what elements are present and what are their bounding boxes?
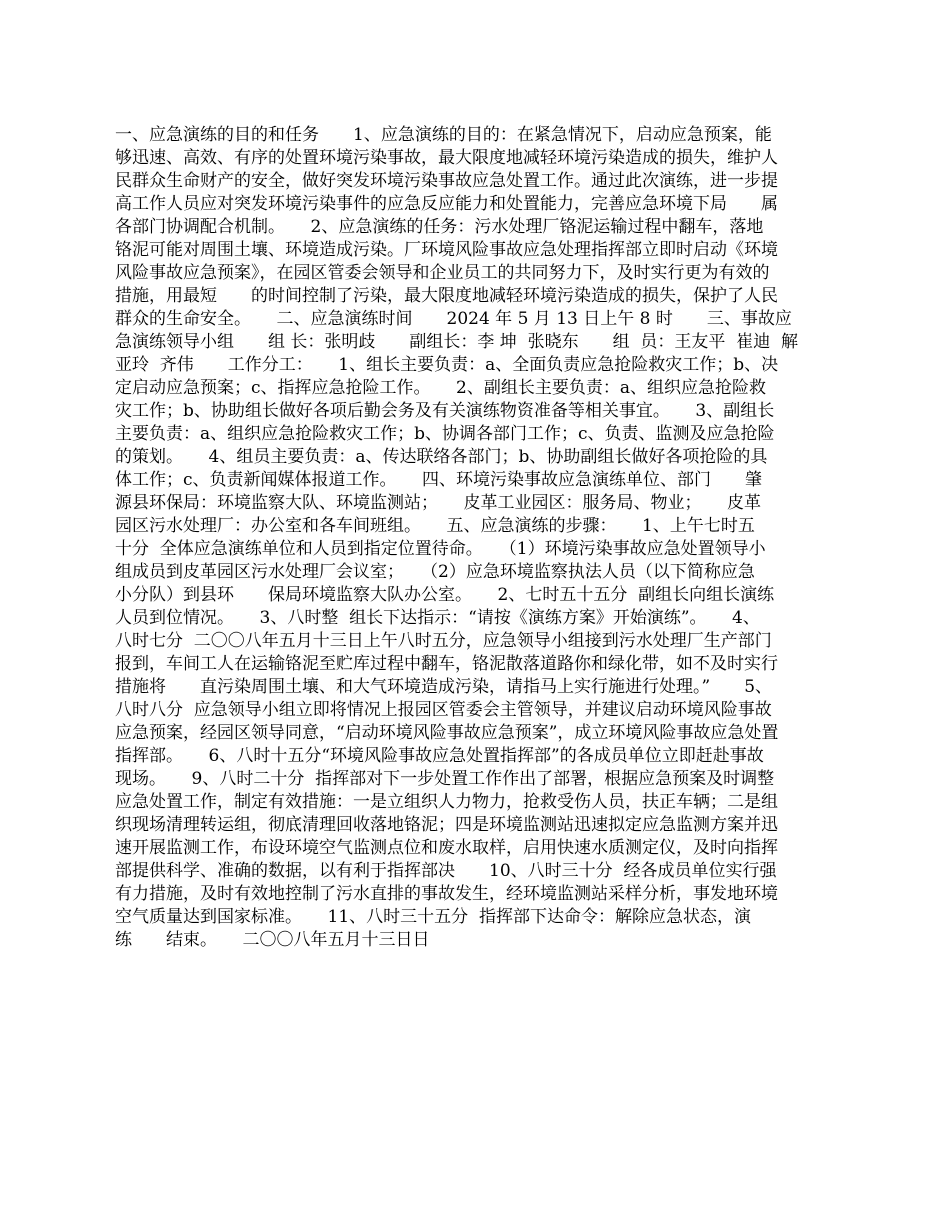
text-line: 应急预案，经园区领导同意，“启动环境风险事故应急预案”，成立环境风险事故应急处置 bbox=[115, 723, 779, 743]
text-line: 铬泥可能对周围土壤、环境造成污染。厂环境风险事故应急处理指挥部立即时启动《环境 bbox=[115, 240, 778, 260]
text-line: 练 结束。 二〇〇八年五月十三日日 bbox=[115, 930, 430, 950]
text-line: 民群众生命财产的安全，做好突发环境污染事故应急处置工作。通过此次演练，进一步提 bbox=[115, 171, 778, 191]
text-line: 群众的生命安全。 二、应急演练时间 2024 年 5 月 13 日上午 8 时 三、事故应 bbox=[115, 309, 792, 329]
document-body bbox=[115, 124, 837, 952]
text-line: 灾工作；b、协助组长做好各项后勤会务及有关演练物资准备等相关事宜。 3、副组长 bbox=[115, 401, 775, 421]
text-line: 部提供科学、准确的数据，以有利于指挥部决 10、八时三十分 经各成员单位实行强 bbox=[115, 861, 777, 881]
text-line: 一、应急演练的目的和任务 1、应急演练的目的：在紧急情况下，启动应急预案，能 bbox=[115, 125, 772, 145]
text-line: 亚玲 齐伟 工作分工： 1、组长主要负责：a、全面负责应急抢险救灾工作；b、决 bbox=[115, 355, 779, 375]
text-line: 园区污水处理厂：办公室和各车间班组。 五、应急演练的步骤： 1、上午七时五 bbox=[115, 516, 755, 536]
text-line: 现场。 9、八时二十分 指挥部对下一步处置工作作出了部署，根据应急预案及时调整 bbox=[115, 769, 775, 789]
text-line: 风险事故应急预案》，在园区管委会领导和企业员工的共同努力下，及时实行更为有效的 bbox=[115, 263, 770, 283]
text-line: 措施将 直污染周围土壤、和大气环境造成污染，请指马上实行施进行处理。” 5、 bbox=[115, 677, 773, 697]
text-line: 有力措施，及时有效地控制了污水直排的事故发生，经环境监测站采样分析，事发地环境 bbox=[115, 884, 778, 904]
text-line: 八时八分 应急领导小组立即将情况上报园区管委会主管领导，并建议启动环境风险事故 bbox=[115, 700, 772, 720]
text-line: 织现场清理转运组，彻底清理回收落地铬泥；四是环境监测站迅速拟定应急监测方案并迅 bbox=[115, 815, 778, 835]
text-line: 高工作人员应对突发环境污染事件的应急反应能力和处置能力，完善应急环境下局 属 bbox=[115, 194, 778, 214]
text-line: 人员到位情况。 3、八时整 组长下达指示：“请按《演练方案》开始演练”。 4、 bbox=[115, 608, 760, 628]
text-line: 组成员到皮革园区污水处理厂会议室； （2）应急环境监察执法人员（以下简称应急 bbox=[115, 562, 755, 582]
text-line: 小分队）到县环 保局环境监察大队办公室。 2、七时五十五分 副组长向组长演练 bbox=[115, 585, 775, 605]
text-line: 各部门协调配合机制。 2、应急演练的任务：污水处理厂铬泥运输过程中翻车，落地 bbox=[115, 217, 764, 237]
text-line: 源县环保局：环境监察大队、环境监测站； 皮革工业园区：服务局、物业； 皮革 bbox=[115, 493, 761, 513]
text-line: 应急处置工作，制定有效措施：一是立组织人力物力，抢救受伤人员，扶正车辆；二是组 bbox=[115, 792, 778, 812]
text-line: 的策划。 4、组员主要负责：a、传达联络各部门；b、协助副组长做好各项抢险的具 bbox=[115, 447, 768, 467]
text-line: 急演练领导小组 组 长：张明歧 副组长：李 坤 张晓东 组 员：王友平 崔迪 解 bbox=[115, 332, 799, 352]
text-line: 措施，用最短 的时间控制了污染，最大限度地减轻环境污染造成的损失，保护了人民 bbox=[115, 286, 778, 306]
text-line: 够迅速、高效、有序的处置环境污染事故，最大限度地减轻环境污染造成的损失，维护人 bbox=[115, 148, 778, 168]
text-line: 速开展监测工作，布设环境空气监测点位和废水取样，启用快速水质测定仪，及时向指挥 bbox=[115, 838, 778, 858]
text-line: 空气质量达到国家标准。 11、八时三十五分 指挥部下达命令：解除应急状态，演 bbox=[115, 907, 751, 927]
text-line: 八时七分 二〇〇八年五月十三日上午八时五分，应急领导小组接到污水处理厂生产部门 bbox=[115, 631, 772, 651]
text-line: 指挥部。 6、八时十五分“环境风险事故应急处置指挥部”的各成员单位立即赶赴事故 bbox=[115, 746, 764, 766]
text-line: 体工作；c、负责新闻媒体报道工作。 四、环境污染事故应急演练单位、部门 肇 bbox=[115, 470, 763, 490]
text-line: 定启动应急预案；c、指挥应急抢险工作。 2、副组长主要负责：a、组织应急抢险救 bbox=[115, 378, 766, 398]
text-line: 报到，车间工人在运输铬泥至贮库过程中翻车，铬泥散落道路你和绿化带，如不及时实行 bbox=[115, 654, 778, 674]
text-line: 十分 全体应急演练单位和人员到指定位置待命。 （1）环境污染事故应急处置领导小 bbox=[115, 539, 766, 559]
text-line: 主要负责：a、组织应急抢险救灾工作；b、协调各部门工作；c、负责、监测及应急抢险 bbox=[115, 424, 775, 444]
